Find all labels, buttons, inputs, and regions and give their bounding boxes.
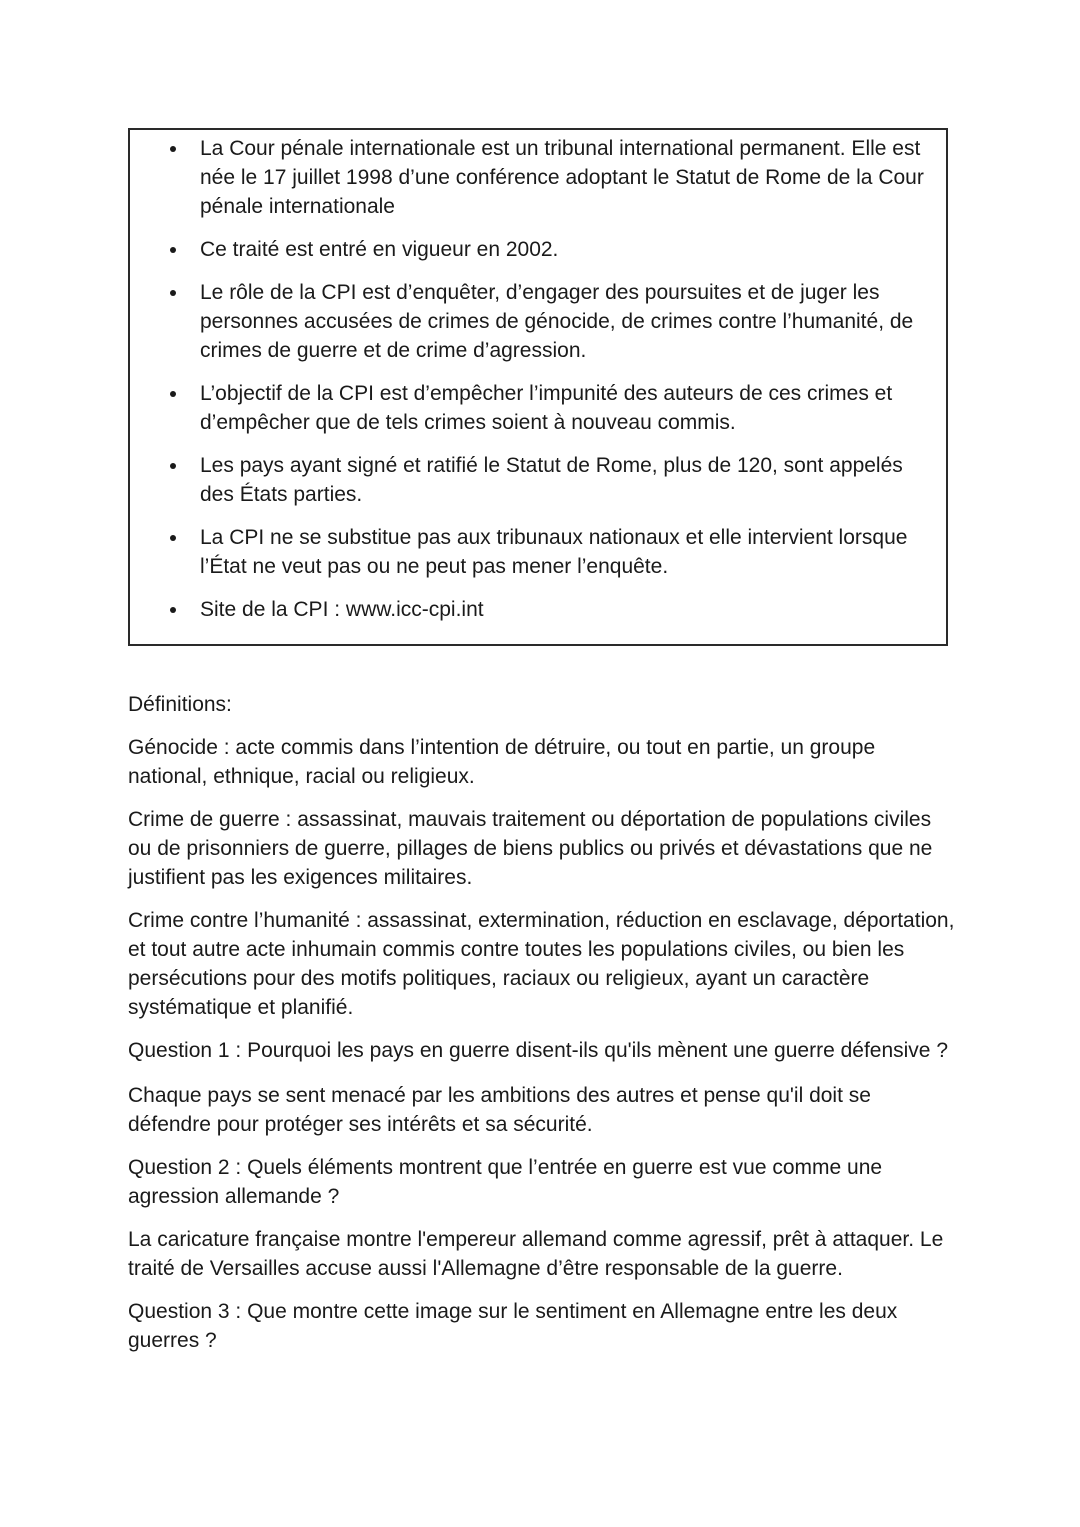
question-1: Question 1 : Pourquoi les pays en guerre disent-ils qu'ils mènent une guerre défensive ?	[128, 1039, 948, 1062]
list-item	[130, 523, 946, 581]
bullet-icon	[170, 535, 176, 541]
question-3: Question 3 : Que montre cette image sur le sentiment en Allemagne entre les deux guerres ?	[128, 1300, 898, 1352]
question-2: Question 2 : Quels éléments montrent que l’entrée en guerre est vue comme une agression allemande ?	[128, 1156, 883, 1208]
list-item-text: Le rôle de la CPI est d’enquêter, d’engager des poursuites et de juger les personnes accusées de crimes de génocide, de crimes contre l’humanité, de crimes de guerre et de crime d’agression.	[200, 281, 914, 362]
list-item-text: L’objectif de la CPI est d’empêcher l’impunité des auteurs de ces crimes et d’empêcher que de tels crimes soient à nouveau commis.	[200, 382, 893, 434]
list-item	[130, 451, 946, 509]
bullet-icon	[170, 463, 176, 469]
definition-genocide: Génocide : acte commis dans l’intention de détruire, ou tout en partie, un groupe national, ethnique, racial ou religieux.	[128, 736, 876, 788]
bullet-icon	[170, 146, 176, 152]
list-item	[130, 379, 946, 437]
list-item	[130, 134, 946, 221]
cpi-info-box	[128, 128, 948, 646]
bullet-icon	[170, 247, 176, 253]
definitions-heading: Définitions:	[128, 693, 232, 716]
cpi-bullet-list	[130, 134, 946, 638]
list-item-text: Les pays ayant signé et ratifié le Statut de Rome, plus de 120, sont appelés des États parties.	[200, 454, 903, 506]
bullet-icon	[170, 290, 176, 296]
definition-crime-against-humanity: Crime contre l’humanité : assassinat, extermination, réduction en esclavage, déportation, et tout autre acte inhumain commis contre toutes les populations civiles, ou bien les persécutions pour des motifs politiques, raciaux ou religieux, ayant un caractère systématique et planifié.	[128, 909, 955, 1019]
answer-1: Chaque pays se sent menacé par les ambitions des autres et pense qu'il doit se défendre pour protéger ses intérêts et sa sécurité.	[128, 1084, 871, 1136]
list-item-text: Site de la CPI : www.icc-cpi.int	[200, 598, 484, 621]
list-item	[130, 595, 946, 624]
list-item-text: La CPI ne se substitue pas aux tribunaux nationaux et elle intervient lorsque l’État ne veut pas ou ne peut pas mener l’enquête.	[200, 526, 908, 578]
main-content	[128, 690, 958, 1369]
bullet-icon	[170, 391, 176, 397]
list-item	[130, 278, 946, 365]
bullet-icon	[170, 607, 176, 613]
list-item-text: Ce traité est entré en vigueur en 2002.	[200, 238, 559, 261]
answer-2: La caricature française montre l'empereur allemand comme agressif, prêt à attaquer. Le traité de Versailles accuse aussi l'Allemagne d’être responsable de la guerre.	[128, 1228, 944, 1280]
list-item-text: La Cour pénale internationale est un tribunal international permanent. Elle est née le 17 juillet 1998 d’une conférence adoptant le Statut de Rome de la Cour pénale internationale	[200, 137, 924, 218]
list-item	[130, 235, 946, 264]
definition-war-crime: Crime de guerre : assassinat, mauvais traitement ou déportation de populations civiles ou de prisonniers de guerre, pillages de biens publics ou privés et dévastations que ne justifient pas les exigences militaires.	[128, 808, 933, 889]
